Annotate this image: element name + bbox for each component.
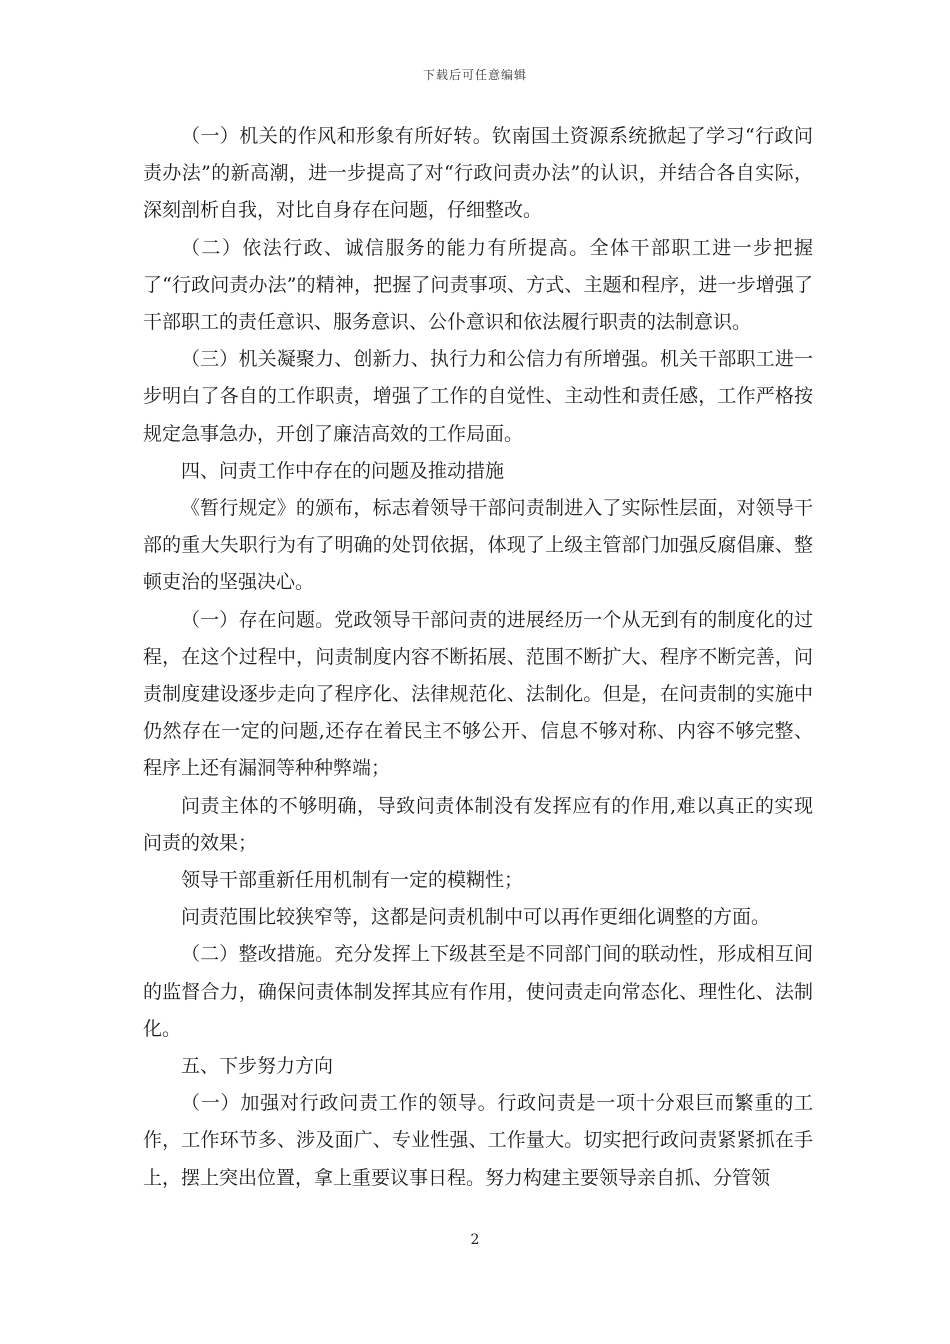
section-heading-4: 四、问责工作中存在的问题及推动措施 — [181, 459, 505, 482]
paragraph-10: （二）整改措施。充分发挥上下级甚至是不同部门间的联动性，形成相互间的监督合力，确保问责体制发挥其应有作用，使问责走向常态化、理性化、法制化。 — [143, 943, 813, 1040]
paragraph-9: 问责范围比较狭窄等，这都是问责机制中可以再作更细化调整的方面。 — [181, 906, 771, 929]
paragraph-2: （二）依法行政、诚信服务的能力有所提高。全体干部职工进一步把握了“行政问责办法”的精神，把握了问责事项、方式、主题和程序，进一步增强了干部职工的责任意识、服务意识、公仆意识和依法履行职责的法制意识。 — [143, 236, 813, 334]
page-header-note: 下载后可任意编辑 — [422, 68, 527, 82]
paragraph-6: （一）存在问题。党政领导干部问责的进展经历一个从无到有的制度化的过程，在这个过程中，问责制度内容不断拓展、范围不断扩大、程序不断完善，问责制度建设逐步走向了程序化、法律规范化、法制化。但是，在问责制的实施中仍然存在一定的问题,还存在着民主不够公开、信息不够对称、内容不够完整、程序上还有漏洞等种种弊端； — [143, 608, 813, 780]
paragraph-12: （一）加强对行政问责工作的领导。行政问责是一项十分艰巨而繁重的工作，工作环节多、涉及面广、专业性强、工作量大。切实把行政问责紧紧抓在手上，摆上突出位置，拿上重要议事日程。努力构建主要领导亲自抓、分管领 — [143, 1092, 813, 1189]
paragraph-3: （三）机关凝聚力、创新力、执行力和公信力有所增强。机关干部职工进一步明白了各自的工作职责，增强了工作的自觉性、主动性和责任感，工作严格按规定急事急办，开创了廉洁高效的工作局面。 — [143, 348, 813, 445]
document-body — [143, 118, 813, 1197]
paragraph-5: 《暂行规定》的颁布，标志着领导干部问责制进入了实际性层面，对领导干部的重大失职行为有了明确的处罚依据，体现了上级主管部门加强反腐倡廉、整顿吏治的坚强决心。 — [143, 497, 813, 594]
paragraph-1: （一）机关的作风和形象有所好转。钦南国土资源系统掀起了学习“行政问责办法”的新高潮，进一步提高了对“行政问责办法”的认识，并结合各自实际，深刻剖析自我，对比自身存在问题，仔细整改。 — [143, 125, 813, 222]
page-number: 2 — [470, 1232, 480, 1248]
section-heading-5: 五、下步努力方向 — [181, 1055, 334, 1078]
paragraph-8: 领导干部重新任用机制有一定的模糊性； — [181, 869, 524, 892]
paragraph-7: 问责主体的不够明确，导致问责体制没有发挥应有的作用,难以真正的实现问责的效果； — [143, 794, 813, 854]
